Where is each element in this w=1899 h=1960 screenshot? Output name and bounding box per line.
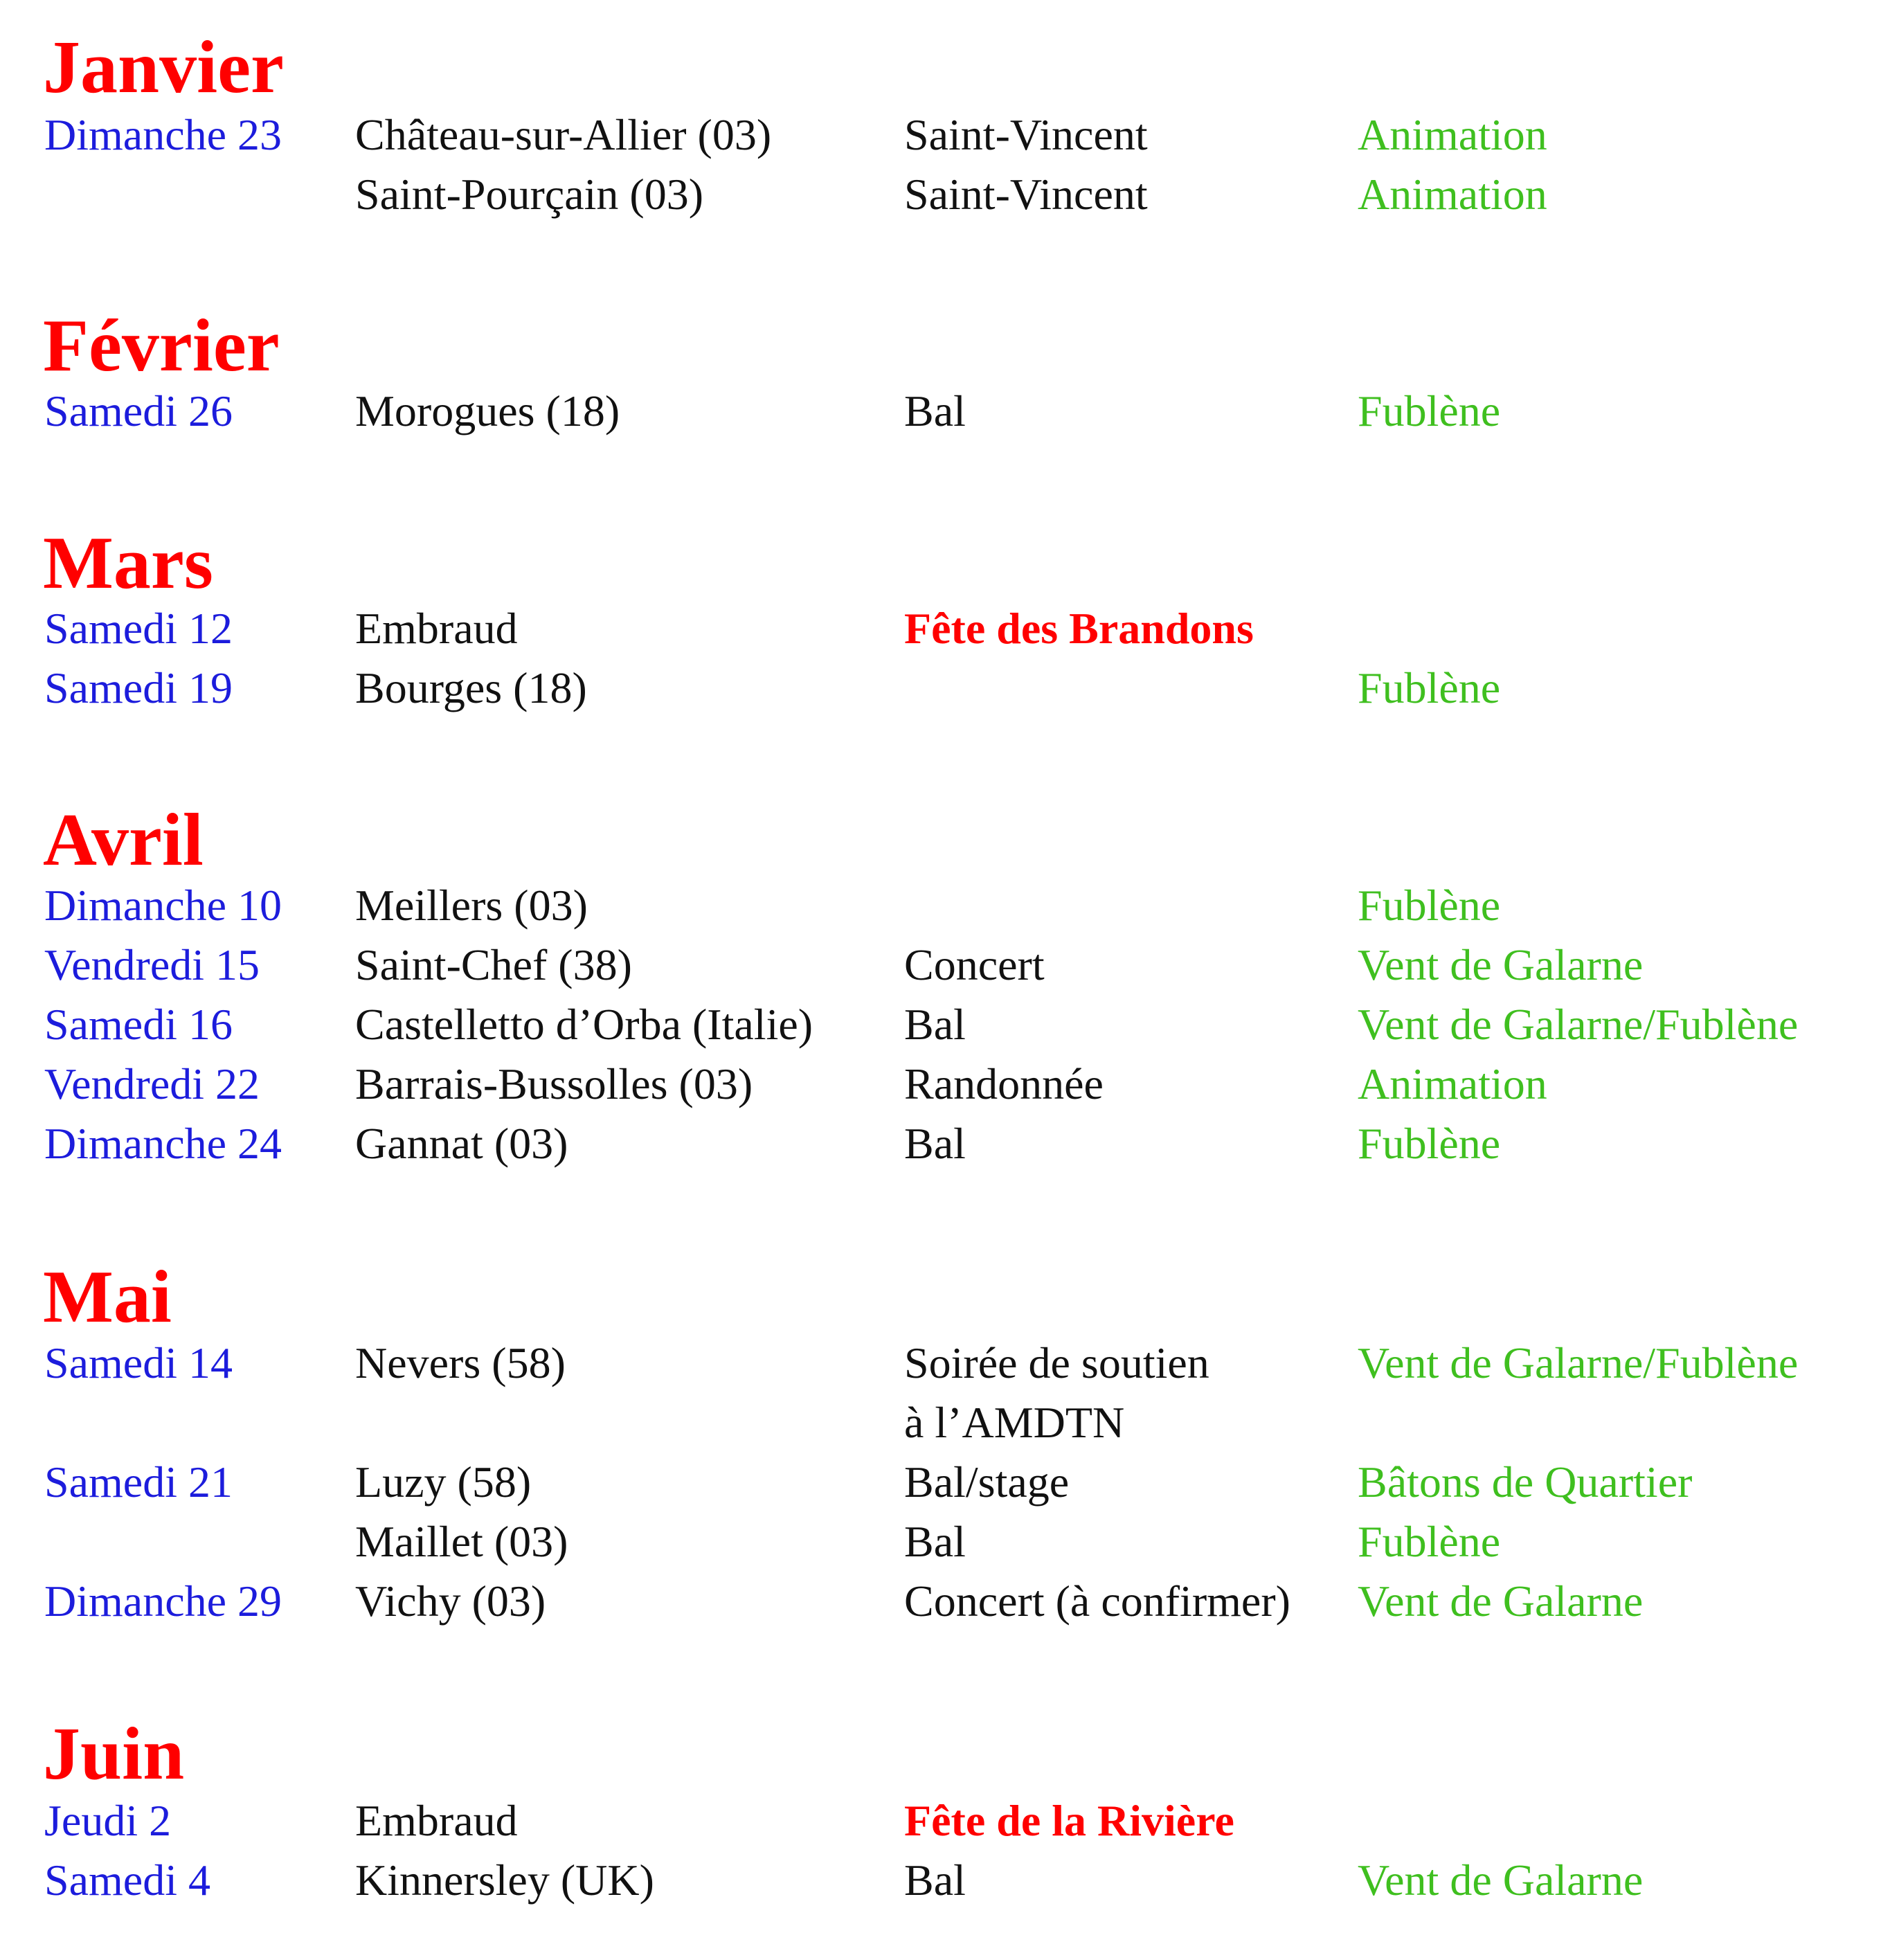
event-date: Samedi 26 <box>44 386 233 435</box>
event-date: Vendredi 22 <box>44 1059 260 1108</box>
event-row-continuation <box>0 1393 1899 1453</box>
event-type: Concert <box>904 940 1045 989</box>
event-date: Vendredi 15 <box>44 940 260 989</box>
event-group: Fublène <box>1358 1119 1501 1168</box>
event-type: Concert (à confirmer) <box>904 1576 1290 1626</box>
event-date: Samedi 4 <box>44 1855 210 1905</box>
event-place: Embraud <box>355 1796 518 1845</box>
event-date: Samedi 21 <box>44 1457 233 1507</box>
event-row <box>0 381 1899 441</box>
event-type-highlight: Fête de la Rivière <box>904 1796 1234 1845</box>
event-group: Animation <box>1358 1059 1547 1108</box>
event-date: Dimanche 23 <box>44 110 282 159</box>
event-place: Maillet (03) <box>355 1517 568 1566</box>
event-group: Fublène <box>1358 663 1501 712</box>
event-type: Bal <box>904 1119 966 1168</box>
event-place: Kinnersley (UK) <box>355 1855 654 1905</box>
event-group: Vent de Galarne/Fublène <box>1358 1000 1799 1049</box>
event-row <box>0 876 1899 935</box>
event-place: Bourges (18) <box>355 663 587 712</box>
event-type: à l’AMDTN <box>904 1398 1125 1447</box>
event-row <box>0 165 1899 224</box>
event-type: Randonnée <box>904 1059 1104 1108</box>
event-place: Morogues (18) <box>355 386 620 435</box>
event-group: Vent de Galarne/Fublène <box>1358 1338 1799 1387</box>
month-title: Février <box>43 305 280 387</box>
event-place: Vichy (03) <box>355 1576 546 1626</box>
event-type-highlight: Fête des Brandons <box>904 604 1254 653</box>
event-group: Vent de Galarne <box>1358 940 1644 989</box>
event-date: Jeudi 2 <box>44 1796 172 1845</box>
event-row <box>0 1453 1899 1512</box>
event-place: Gannat (03) <box>355 1119 568 1168</box>
event-date: Samedi 16 <box>44 1000 233 1049</box>
month-title: Juin <box>43 1713 185 1795</box>
event-row <box>0 105 1899 165</box>
event-row <box>0 1791 1899 1851</box>
event-date: Samedi 19 <box>44 663 233 712</box>
event-place: Saint-Chef (38) <box>355 940 632 989</box>
event-date: Dimanche 24 <box>44 1119 282 1168</box>
month-title: Mai <box>43 1256 172 1338</box>
event-date: Dimanche 29 <box>44 1576 282 1626</box>
event-type: Bal <box>904 1855 966 1905</box>
event-group: Vent de Galarne <box>1358 1576 1644 1626</box>
event-row <box>0 935 1899 995</box>
event-date: Dimanche 10 <box>44 881 282 930</box>
event-row <box>0 1054 1899 1114</box>
event-group: Animation <box>1358 110 1547 159</box>
event-type: Bal <box>904 386 966 435</box>
event-group: Fublène <box>1358 881 1501 930</box>
event-type: Bal/stage <box>904 1457 1070 1507</box>
event-place: Castelletto d’Orba (Italie) <box>355 1000 813 1049</box>
event-type: Saint-Vincent <box>904 170 1148 219</box>
event-row <box>0 1851 1899 1910</box>
event-group: Animation <box>1358 170 1547 219</box>
event-place: Barrais-Bussolles (03) <box>355 1059 753 1108</box>
month-title: Janvier <box>43 26 284 109</box>
event-group: Fublène <box>1358 386 1501 435</box>
event-row <box>0 1333 1899 1393</box>
event-group: Fublène <box>1358 1517 1501 1566</box>
event-place: Château-sur-Allier (03) <box>355 110 772 159</box>
event-place: Luzy (58) <box>355 1457 532 1507</box>
event-type: Saint-Vincent <box>904 110 1148 159</box>
event-place: Nevers (58) <box>355 1338 566 1387</box>
event-row <box>0 1114 1899 1174</box>
event-place: Saint-Pourçain (03) <box>355 170 703 219</box>
event-row <box>0 599 1899 658</box>
event-date: Samedi 14 <box>44 1338 233 1387</box>
event-group: Bâtons de Quartier <box>1358 1457 1693 1507</box>
event-place: Embraud <box>355 604 518 653</box>
month-title: Mars <box>43 522 213 604</box>
event-type: Bal <box>904 1517 966 1566</box>
event-row <box>0 1512 1899 1572</box>
event-place: Meillers (03) <box>355 881 588 930</box>
event-date: Samedi 12 <box>44 604 233 653</box>
month-title: Avril <box>43 799 204 881</box>
event-row <box>0 995 1899 1054</box>
event-row <box>0 1572 1899 1631</box>
event-group: Vent de Galarne <box>1358 1855 1644 1905</box>
event-row <box>0 658 1899 718</box>
event-type: Soirée de soutien <box>904 1338 1209 1387</box>
event-type: Bal <box>904 1000 966 1049</box>
